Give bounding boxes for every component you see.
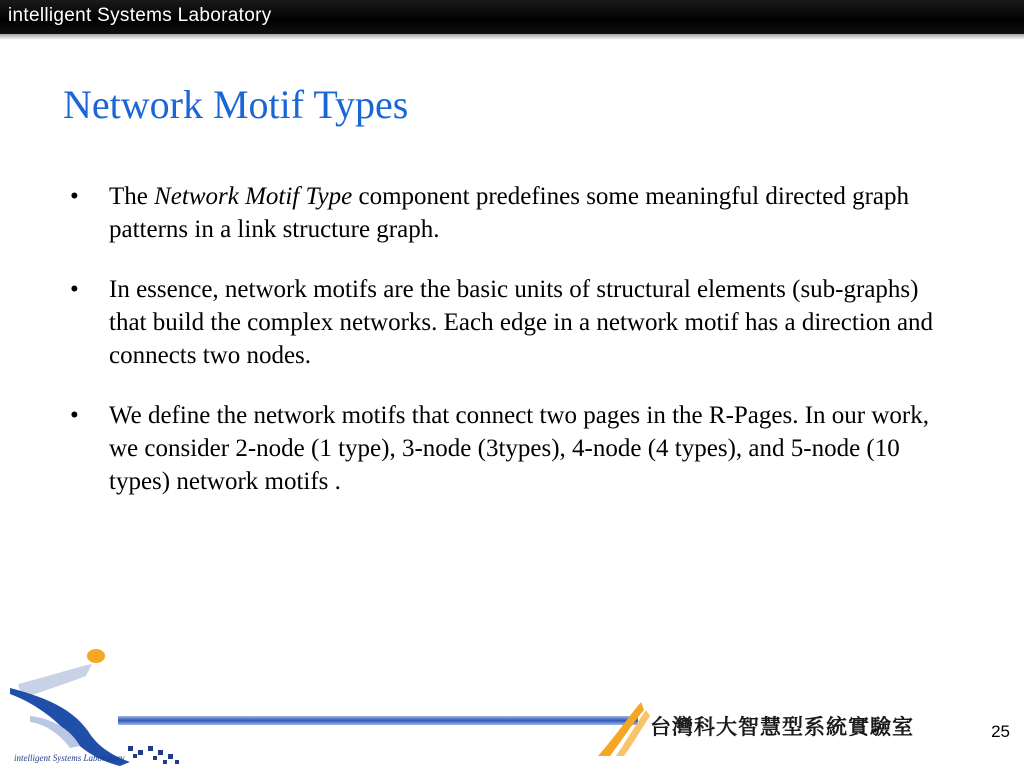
bullet-text-emphasis: Network Motif Type xyxy=(154,183,353,210)
lab-logo xyxy=(0,636,190,768)
bullet-text-suffix: component predefines some meaningful directed graph patterns in a link structure graph. xyxy=(109,183,910,243)
footer-swoosh-icon xyxy=(596,700,656,760)
page-number: 25 xyxy=(991,722,1010,741)
bullet-dot: • xyxy=(70,183,79,210)
footer-lab-name: 台灣科大智慧型系統實驗室 xyxy=(650,715,914,739)
bullet-text-prefix: The xyxy=(109,183,155,210)
bullet-item xyxy=(70,273,960,372)
logo-orange-dot xyxy=(87,649,105,663)
bullet-item xyxy=(70,399,960,498)
bullet-list xyxy=(70,180,960,525)
bullet-item xyxy=(70,180,960,246)
header-shadow xyxy=(0,34,1024,40)
slide-title: Network Motif Types xyxy=(63,82,409,127)
bullet-dot: • xyxy=(70,402,79,429)
logo-figure-stroke xyxy=(18,664,92,698)
bullet-text: We define the network motifs that connect two pages in the R-Pages. In our work, we consider 2-node (1 type), 3-node (3types), 4-node (4 types), and 5-node (10 types) network motifs . xyxy=(109,402,929,495)
header-bar xyxy=(0,0,1024,34)
header-title: intelligent Systems Laboratory xyxy=(8,5,272,26)
bullet-dot: • xyxy=(70,276,79,303)
bullet-text: In essence, network motifs are the basic units of structural elements (sub-graphs) that build the complex networks. Each edge in a network motif has a direction and connects two nodes. xyxy=(109,276,934,369)
logo-caption: intelligent Systems Laboratory xyxy=(14,753,125,763)
logo-checker-icon xyxy=(128,746,179,764)
footer-line xyxy=(118,716,638,725)
